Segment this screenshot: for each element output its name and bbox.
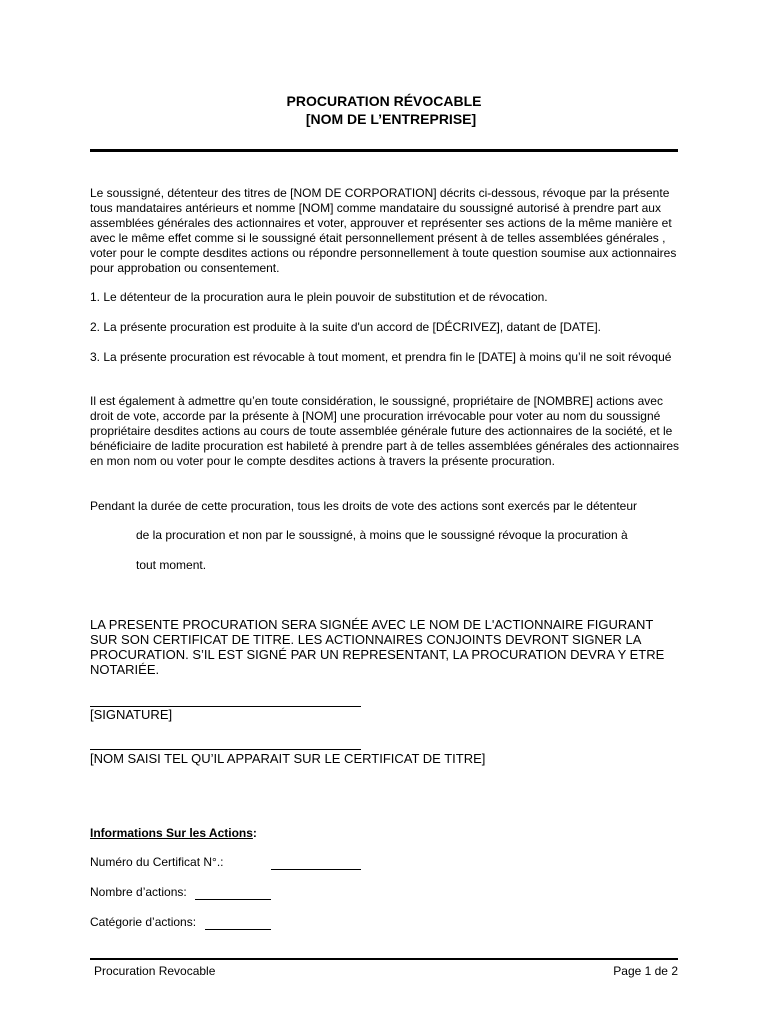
printed-name-line[interactable]: [90, 749, 361, 750]
title-divider: [90, 149, 678, 152]
footer-divider: [90, 958, 678, 960]
duration-line-2: de la procuration et non par le soussigné, à moins que le soussigné révoque la procuration à: [136, 528, 628, 542]
signature-label: [SIGNATURE]: [90, 707, 173, 722]
duration-line-3: tout moment.: [136, 558, 207, 572]
printed-name-label: [NOM SAISI TEL QU’IL APPARAIT SUR LE CERTIFICAT DE TITRE]: [90, 751, 486, 766]
intro-paragraph: Le soussigné, détenteur des titres de [NOM DE CORPORATION] décrits ci-dessous, révoque par la présente tous mandataires antérieurs et nomme [NOM] comme mandataire du soussigné autorisé à prendre part aux assemblées générales des actionnaires et voter, approuver et représenter ses actions de la même manière et avec le même effet comme si le soussigné était personnellement présent à de telles assemblées générales , voter pour le compte desdites actions ou répondre personnellement à toute question soumise aux actionnaires pour approbation ou consentement.: [90, 186, 677, 275]
share-category-label: Catégorie d’actions:: [90, 915, 197, 929]
clause-1: 1. Le détenteur de la procuration aura le plein pouvoir de substitution et de révocation.: [90, 290, 548, 304]
signature-notice: LA PRESENTE PROCURATION SERA SIGNÉE AVEC LE NOM DE L'ACTIONNAIRE FIGURANT SUR SON CERTIFICAT DE TITRE. LES ACTIONNAIRES CONJOINTS DEVRONT SIGNER LA PROCURATION. S’IL EST SIGNÉ PAR UN REPRESENTANT, LA PROCURATION DEVRA Y ETRE NOTARIÉE.: [90, 617, 665, 677]
footer-document-name: Procuration Revocable: [94, 964, 216, 978]
certificate-number-label: Numéro du Certificat N°.:: [90, 855, 224, 869]
duration-line-1: Pendant la durée de cette procuration, tous les droits de vote des actions sont exercés par le détenteur: [90, 499, 638, 513]
share-info-heading-text: Informations Sur les Actions: [90, 826, 253, 840]
number-of-shares-label: Nombre d’actions:: [90, 885, 187, 899]
irrevocable-paragraph: Il est également à admettre qu’en toute considération, le soussigné, propriétaire de [NOMBRE] actions avec droit de vote, accorde par la présente à [NOM] une procuration irrévocable pour voter au nom du soussigné propriétaire desdites actions au cours de toute assemblée générale future des actionnaires de la société, et le bénéficiaire de ladite procuration est habileté à prendre part à de telles assemblées générales des actionnaires en mon nom ou voter pour le compte desdites actions à travers la présente procuration.: [90, 394, 680, 468]
footer-page-number: Page 1 de 2: [613, 964, 678, 978]
number-of-shares-blank[interactable]: [195, 899, 271, 900]
company-name-placeholder: [NOM DE L’ENTREPRISE]: [305, 111, 477, 127]
document-title: PROCURATION RÉVOCABLE: [286, 93, 482, 109]
clause-2: 2. La présente procuration est produite à la suite d'un accord de [DÉCRIVEZ], datant de [DATE].: [90, 320, 602, 334]
certificate-number-blank[interactable]: [271, 869, 361, 870]
share-category-blank[interactable]: [205, 929, 271, 930]
clause-3: 3. La présente procuration est révocable à tout moment, et prendra fin le [DATE] à moins qu’il ne soit révoqué: [90, 350, 672, 364]
share-info-heading: [90, 826, 257, 841]
share-info-heading-colon: :: [252, 826, 257, 840]
